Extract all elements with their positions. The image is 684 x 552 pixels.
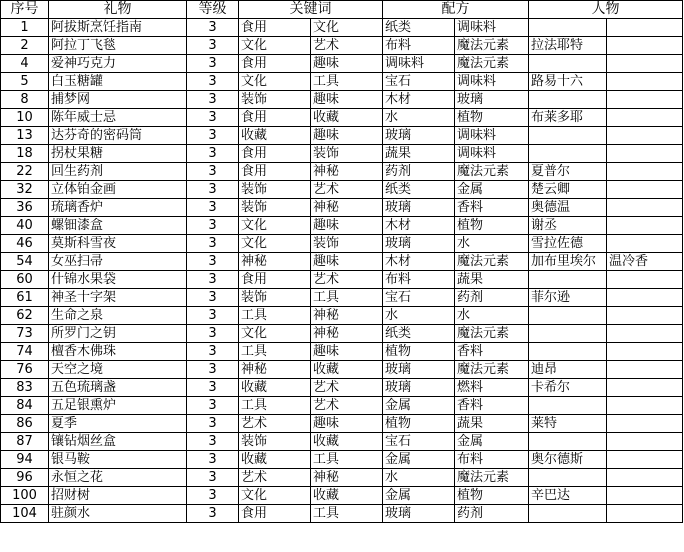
cell-no: 96 bbox=[1, 469, 49, 487]
cell-person-2 bbox=[607, 379, 683, 397]
cell-keyword-1: 艺术 bbox=[239, 469, 311, 487]
cell-keyword-1: 艺术 bbox=[239, 415, 311, 433]
cell-person-1: 夏普尔 bbox=[529, 163, 607, 181]
cell-no: 8 bbox=[1, 91, 49, 109]
cell-keyword-2: 艺术 bbox=[311, 181, 383, 199]
cell-recipe-2: 燃料 bbox=[455, 379, 529, 397]
cell-keyword-2: 神秘 bbox=[311, 325, 383, 343]
cell-person-1 bbox=[529, 397, 607, 415]
cell-keyword-2: 收藏 bbox=[311, 487, 383, 505]
table-row bbox=[1, 325, 683, 343]
cell-recipe-2: 魔法元素 bbox=[455, 325, 529, 343]
cell-keyword-1: 收藏 bbox=[239, 379, 311, 397]
table-row bbox=[1, 235, 683, 253]
cell-level: 3 bbox=[187, 19, 239, 37]
cell-gift-name: 回生药剂 bbox=[49, 163, 187, 181]
cell-person-1 bbox=[529, 433, 607, 451]
cell-no: 4 bbox=[1, 55, 49, 73]
cell-keyword-1: 文化 bbox=[239, 235, 311, 253]
cell-recipe-2: 水 bbox=[455, 235, 529, 253]
cell-no: 86 bbox=[1, 415, 49, 433]
cell-gift-name: 捕梦网 bbox=[49, 91, 187, 109]
cell-keyword-2: 趣味 bbox=[311, 343, 383, 361]
header-row bbox=[1, 1, 683, 19]
cell-gift-name: 白玉糖罐 bbox=[49, 73, 187, 91]
cell-no: 76 bbox=[1, 361, 49, 379]
cell-keyword-2: 装饰 bbox=[311, 145, 383, 163]
cell-person-2 bbox=[607, 55, 683, 73]
table-body bbox=[1, 19, 683, 523]
cell-gift-name: 琉璃香炉 bbox=[49, 199, 187, 217]
cell-level: 3 bbox=[187, 235, 239, 253]
cell-gift-name: 立体铂金画 bbox=[49, 181, 187, 199]
cell-person-1: 路易十六 bbox=[529, 73, 607, 91]
cell-recipe-1: 药剂 bbox=[383, 163, 455, 181]
table-row bbox=[1, 145, 683, 163]
cell-keyword-1: 食用 bbox=[239, 163, 311, 181]
table-row bbox=[1, 55, 683, 73]
cell-gift-name: 五足银熏炉 bbox=[49, 397, 187, 415]
cell-recipe-1: 植物 bbox=[383, 415, 455, 433]
cell-level: 3 bbox=[187, 163, 239, 181]
cell-recipe-1: 蔬果 bbox=[383, 145, 455, 163]
cell-recipe-1: 玻璃 bbox=[383, 505, 455, 523]
cell-gift-name: 神圣十字架 bbox=[49, 289, 187, 307]
cell-person-2 bbox=[607, 397, 683, 415]
table-row bbox=[1, 19, 683, 37]
cell-keyword-1: 食用 bbox=[239, 55, 311, 73]
cell-recipe-1: 玻璃 bbox=[383, 379, 455, 397]
cell-person-2 bbox=[607, 37, 683, 55]
cell-recipe-1: 玻璃 bbox=[383, 127, 455, 145]
cell-keyword-2: 艺术 bbox=[311, 379, 383, 397]
cell-recipe-1: 水 bbox=[383, 469, 455, 487]
cell-recipe-2: 植物 bbox=[455, 217, 529, 235]
cell-recipe-2: 蔬果 bbox=[455, 415, 529, 433]
cell-keyword-2: 工具 bbox=[311, 289, 383, 307]
cell-level: 3 bbox=[187, 451, 239, 469]
cell-recipe-2: 调味料 bbox=[455, 19, 529, 37]
cell-person-1: 加布里埃尔 bbox=[529, 253, 607, 271]
cell-recipe-1: 布料 bbox=[383, 271, 455, 289]
cell-recipe-1: 水 bbox=[383, 109, 455, 127]
cell-recipe-1: 宝石 bbox=[383, 73, 455, 91]
cell-gift-name: 夏季 bbox=[49, 415, 187, 433]
cell-recipe-2: 魔法元素 bbox=[455, 253, 529, 271]
table-row bbox=[1, 253, 683, 271]
cell-keyword-1: 食用 bbox=[239, 109, 311, 127]
table-row bbox=[1, 289, 683, 307]
cell-level: 3 bbox=[187, 487, 239, 505]
cell-person-1: 奥德温 bbox=[529, 199, 607, 217]
cell-gift-name: 螺钿漆盒 bbox=[49, 217, 187, 235]
cell-person-2 bbox=[607, 307, 683, 325]
cell-keyword-2: 工具 bbox=[311, 505, 383, 523]
cell-gift-name: 达芬奇的密码筒 bbox=[49, 127, 187, 145]
cell-level: 3 bbox=[187, 361, 239, 379]
cell-person-2 bbox=[607, 217, 683, 235]
table-row bbox=[1, 217, 683, 235]
cell-person-2 bbox=[607, 289, 683, 307]
cell-keyword-1: 食用 bbox=[239, 145, 311, 163]
cell-recipe-1: 玻璃 bbox=[383, 235, 455, 253]
cell-person-2 bbox=[607, 199, 683, 217]
header-recipe: 配方 bbox=[383, 1, 529, 19]
cell-person-1 bbox=[529, 505, 607, 523]
cell-recipe-2: 水 bbox=[455, 307, 529, 325]
cell-level: 3 bbox=[187, 307, 239, 325]
cell-person-2 bbox=[607, 73, 683, 91]
cell-person-1 bbox=[529, 19, 607, 37]
cell-recipe-1: 植物 bbox=[383, 343, 455, 361]
cell-recipe-1: 金属 bbox=[383, 487, 455, 505]
cell-person-2 bbox=[607, 19, 683, 37]
cell-recipe-2: 魔法元素 bbox=[455, 55, 529, 73]
table-row bbox=[1, 505, 683, 523]
cell-recipe-2: 调味料 bbox=[455, 73, 529, 91]
cell-recipe-2: 魔法元素 bbox=[455, 469, 529, 487]
cell-keyword-2: 装饰 bbox=[311, 235, 383, 253]
cell-gift-name: 五色琉璃盏 bbox=[49, 379, 187, 397]
cell-person-1: 菲尔逊 bbox=[529, 289, 607, 307]
cell-recipe-1: 玻璃 bbox=[383, 361, 455, 379]
cell-keyword-1: 食用 bbox=[239, 505, 311, 523]
cell-recipe-2: 蔬果 bbox=[455, 271, 529, 289]
cell-person-1 bbox=[529, 343, 607, 361]
cell-recipe-2: 金属 bbox=[455, 433, 529, 451]
cell-no: 32 bbox=[1, 181, 49, 199]
cell-keyword-1: 食用 bbox=[239, 271, 311, 289]
cell-no: 62 bbox=[1, 307, 49, 325]
cell-keyword-2: 趣味 bbox=[311, 127, 383, 145]
cell-no: 83 bbox=[1, 379, 49, 397]
cell-no: 61 bbox=[1, 289, 49, 307]
cell-recipe-2: 魔法元素 bbox=[455, 37, 529, 55]
cell-person-2 bbox=[607, 271, 683, 289]
cell-person-1: 迪昂 bbox=[529, 361, 607, 379]
cell-keyword-1: 装饰 bbox=[239, 91, 311, 109]
cell-recipe-1: 木材 bbox=[383, 91, 455, 109]
cell-recipe-2: 香料 bbox=[455, 199, 529, 217]
header-keywords: 关键词 bbox=[239, 1, 383, 19]
cell-keyword-1: 食用 bbox=[239, 19, 311, 37]
cell-no: 94 bbox=[1, 451, 49, 469]
cell-gift-name: 什锦水果袋 bbox=[49, 271, 187, 289]
cell-person-1: 辛巴达 bbox=[529, 487, 607, 505]
table-row bbox=[1, 37, 683, 55]
table-row bbox=[1, 91, 683, 109]
cell-no: 13 bbox=[1, 127, 49, 145]
cell-keyword-2: 艺术 bbox=[311, 271, 383, 289]
cell-person-1 bbox=[529, 271, 607, 289]
cell-person-1: 谢丞 bbox=[529, 217, 607, 235]
cell-recipe-1: 纸类 bbox=[383, 325, 455, 343]
cell-no: 46 bbox=[1, 235, 49, 253]
table-row bbox=[1, 181, 683, 199]
cell-keyword-1: 文化 bbox=[239, 37, 311, 55]
cell-person-1 bbox=[529, 145, 607, 163]
table-row bbox=[1, 127, 683, 145]
cell-keyword-1: 装饰 bbox=[239, 433, 311, 451]
table-row bbox=[1, 415, 683, 433]
cell-gift-name: 阿拉丁飞毯 bbox=[49, 37, 187, 55]
cell-gift-name: 檀香木佛珠 bbox=[49, 343, 187, 361]
cell-level: 3 bbox=[187, 469, 239, 487]
cell-no: 10 bbox=[1, 109, 49, 127]
cell-keyword-2: 收藏 bbox=[311, 109, 383, 127]
cell-no: 5 bbox=[1, 73, 49, 91]
cell-gift-name: 天空之境 bbox=[49, 361, 187, 379]
cell-level: 3 bbox=[187, 289, 239, 307]
cell-person-1 bbox=[529, 307, 607, 325]
cell-person-2 bbox=[607, 127, 683, 145]
cell-level: 3 bbox=[187, 145, 239, 163]
cell-level: 3 bbox=[187, 199, 239, 217]
cell-keyword-2: 工具 bbox=[311, 73, 383, 91]
cell-keyword-1: 装饰 bbox=[239, 199, 311, 217]
cell-no: 87 bbox=[1, 433, 49, 451]
cell-keyword-2: 神秘 bbox=[311, 469, 383, 487]
cell-level: 3 bbox=[187, 433, 239, 451]
table-row bbox=[1, 163, 683, 181]
cell-no: 74 bbox=[1, 343, 49, 361]
cell-no: 22 bbox=[1, 163, 49, 181]
cell-gift-name: 所罗门之钥 bbox=[49, 325, 187, 343]
cell-recipe-1: 玻璃 bbox=[383, 199, 455, 217]
cell-no: 2 bbox=[1, 37, 49, 55]
table-row bbox=[1, 469, 683, 487]
cell-level: 3 bbox=[187, 181, 239, 199]
cell-no: 54 bbox=[1, 253, 49, 271]
cell-gift-name: 莫斯科雪夜 bbox=[49, 235, 187, 253]
cell-keyword-1: 文化 bbox=[239, 217, 311, 235]
cell-gift-name: 银马鞍 bbox=[49, 451, 187, 469]
header-level: 等级 bbox=[187, 1, 239, 19]
cell-no: 60 bbox=[1, 271, 49, 289]
cell-recipe-2: 调味料 bbox=[455, 145, 529, 163]
cell-keyword-2: 收藏 bbox=[311, 361, 383, 379]
cell-recipe-2: 布料 bbox=[455, 451, 529, 469]
cell-level: 3 bbox=[187, 397, 239, 415]
cell-recipe-2: 调味料 bbox=[455, 127, 529, 145]
cell-no: 73 bbox=[1, 325, 49, 343]
cell-person-2 bbox=[607, 325, 683, 343]
cell-keyword-2: 艺术 bbox=[311, 397, 383, 415]
cell-gift-name: 女巫扫帚 bbox=[49, 253, 187, 271]
cell-gift-name: 招财树 bbox=[49, 487, 187, 505]
cell-keyword-1: 神秘 bbox=[239, 253, 311, 271]
cell-recipe-2: 魔法元素 bbox=[455, 163, 529, 181]
cell-person-2: 温冷香 bbox=[607, 253, 683, 271]
cell-level: 3 bbox=[187, 325, 239, 343]
cell-recipe-2: 金属 bbox=[455, 181, 529, 199]
table-row bbox=[1, 199, 683, 217]
cell-keyword-1: 收藏 bbox=[239, 127, 311, 145]
cell-level: 3 bbox=[187, 415, 239, 433]
cell-recipe-1: 调味料 bbox=[383, 55, 455, 73]
cell-level: 3 bbox=[187, 217, 239, 235]
cell-gift-name: 生命之泉 bbox=[49, 307, 187, 325]
cell-level: 3 bbox=[187, 253, 239, 271]
table-row bbox=[1, 487, 683, 505]
cell-keyword-1: 工具 bbox=[239, 397, 311, 415]
cell-keyword-2: 艺术 bbox=[311, 37, 383, 55]
cell-level: 3 bbox=[187, 37, 239, 55]
cell-recipe-2: 植物 bbox=[455, 487, 529, 505]
table-row bbox=[1, 271, 683, 289]
cell-level: 3 bbox=[187, 343, 239, 361]
cell-person-2 bbox=[607, 469, 683, 487]
cell-person-2 bbox=[607, 433, 683, 451]
cell-keyword-1: 工具 bbox=[239, 307, 311, 325]
cell-keyword-1: 文化 bbox=[239, 73, 311, 91]
cell-no: 40 bbox=[1, 217, 49, 235]
table-row bbox=[1, 397, 683, 415]
cell-person-1 bbox=[529, 469, 607, 487]
cell-no: 100 bbox=[1, 487, 49, 505]
cell-keyword-1: 工具 bbox=[239, 343, 311, 361]
cell-no: 36 bbox=[1, 199, 49, 217]
cell-keyword-2: 文化 bbox=[311, 19, 383, 37]
cell-recipe-1: 宝石 bbox=[383, 289, 455, 307]
cell-recipe-1: 木材 bbox=[383, 217, 455, 235]
cell-keyword-2: 神秘 bbox=[311, 163, 383, 181]
cell-level: 3 bbox=[187, 505, 239, 523]
cell-person-1: 奥尔德斯 bbox=[529, 451, 607, 469]
cell-keyword-1: 文化 bbox=[239, 487, 311, 505]
cell-no: 84 bbox=[1, 397, 49, 415]
cell-person-2 bbox=[607, 145, 683, 163]
cell-level: 3 bbox=[187, 55, 239, 73]
cell-recipe-2: 香料 bbox=[455, 397, 529, 415]
cell-recipe-1: 水 bbox=[383, 307, 455, 325]
cell-gift-name: 陈年威士忌 bbox=[49, 109, 187, 127]
cell-level: 3 bbox=[187, 73, 239, 91]
cell-keyword-2: 趣味 bbox=[311, 55, 383, 73]
cell-person-2 bbox=[607, 487, 683, 505]
cell-gift-name: 阿拔斯烹饪指南 bbox=[49, 19, 187, 37]
table-row bbox=[1, 451, 683, 469]
table-row bbox=[1, 433, 683, 451]
cell-level: 3 bbox=[187, 127, 239, 145]
cell-recipe-1: 木材 bbox=[383, 253, 455, 271]
cell-keyword-1: 神秘 bbox=[239, 361, 311, 379]
cell-person-2 bbox=[607, 415, 683, 433]
cell-person-2 bbox=[607, 505, 683, 523]
cell-keyword-2: 工具 bbox=[311, 451, 383, 469]
cell-gift-name: 驻颜水 bbox=[49, 505, 187, 523]
cell-person-2 bbox=[607, 235, 683, 253]
cell-recipe-1: 纸类 bbox=[383, 181, 455, 199]
cell-level: 3 bbox=[187, 91, 239, 109]
cell-recipe-1: 纸类 bbox=[383, 19, 455, 37]
table-row bbox=[1, 361, 683, 379]
table-row bbox=[1, 73, 683, 91]
cell-keyword-2: 趣味 bbox=[311, 217, 383, 235]
cell-keyword-2: 趣味 bbox=[311, 415, 383, 433]
cell-person-2 bbox=[607, 109, 683, 127]
cell-recipe-1: 宝石 bbox=[383, 433, 455, 451]
cell-person-2 bbox=[607, 91, 683, 109]
cell-gift-name: 拐杖果糖 bbox=[49, 145, 187, 163]
cell-person-2 bbox=[607, 163, 683, 181]
cell-person-1 bbox=[529, 127, 607, 145]
cell-person-2 bbox=[607, 181, 683, 199]
cell-person-1 bbox=[529, 325, 607, 343]
cell-person-1: 拉法耶特 bbox=[529, 37, 607, 55]
cell-keyword-1: 收藏 bbox=[239, 451, 311, 469]
table-row bbox=[1, 109, 683, 127]
header-people: 人物 bbox=[529, 1, 683, 19]
cell-keyword-1: 装饰 bbox=[239, 289, 311, 307]
cell-person-2 bbox=[607, 361, 683, 379]
cell-gift-name: 镶钻烟丝盒 bbox=[49, 433, 187, 451]
cell-person-1: 雪拉佐德 bbox=[529, 235, 607, 253]
cell-recipe-1: 金属 bbox=[383, 397, 455, 415]
cell-keyword-2: 趣味 bbox=[311, 91, 383, 109]
cell-keyword-2: 神秘 bbox=[311, 199, 383, 217]
cell-recipe-1: 金属 bbox=[383, 451, 455, 469]
cell-level: 3 bbox=[187, 379, 239, 397]
cell-gift-name: 爱神巧克力 bbox=[49, 55, 187, 73]
cell-level: 3 bbox=[187, 109, 239, 127]
cell-no: 104 bbox=[1, 505, 49, 523]
table-row bbox=[1, 307, 683, 325]
cell-person-1: 布莱多耶 bbox=[529, 109, 607, 127]
cell-keyword-1: 文化 bbox=[239, 325, 311, 343]
table-row bbox=[1, 379, 683, 397]
cell-person-1 bbox=[529, 55, 607, 73]
cell-person-2 bbox=[607, 451, 683, 469]
cell-recipe-2: 魔法元素 bbox=[455, 361, 529, 379]
cell-person-1: 楚云卿 bbox=[529, 181, 607, 199]
cell-keyword-2: 收藏 bbox=[311, 433, 383, 451]
header-no: 序号 bbox=[1, 1, 49, 19]
cell-recipe-2: 药剂 bbox=[455, 505, 529, 523]
cell-recipe-2: 药剂 bbox=[455, 289, 529, 307]
cell-no: 18 bbox=[1, 145, 49, 163]
cell-gift-name: 永恒之花 bbox=[49, 469, 187, 487]
cell-person-1: 卡希尔 bbox=[529, 379, 607, 397]
cell-person-1: 莱特 bbox=[529, 415, 607, 433]
cell-keyword-1: 装饰 bbox=[239, 181, 311, 199]
cell-recipe-2: 香料 bbox=[455, 343, 529, 361]
cell-no: 1 bbox=[1, 19, 49, 37]
cell-recipe-1: 布料 bbox=[383, 37, 455, 55]
table-row bbox=[1, 343, 683, 361]
cell-keyword-2: 神秘 bbox=[311, 307, 383, 325]
cell-person-1 bbox=[529, 91, 607, 109]
cell-recipe-2: 植物 bbox=[455, 109, 529, 127]
cell-keyword-2: 趣味 bbox=[311, 253, 383, 271]
cell-level: 3 bbox=[187, 271, 239, 289]
cell-recipe-2: 玻璃 bbox=[455, 91, 529, 109]
header-gift: 礼物 bbox=[49, 1, 187, 19]
cell-person-2 bbox=[607, 343, 683, 361]
